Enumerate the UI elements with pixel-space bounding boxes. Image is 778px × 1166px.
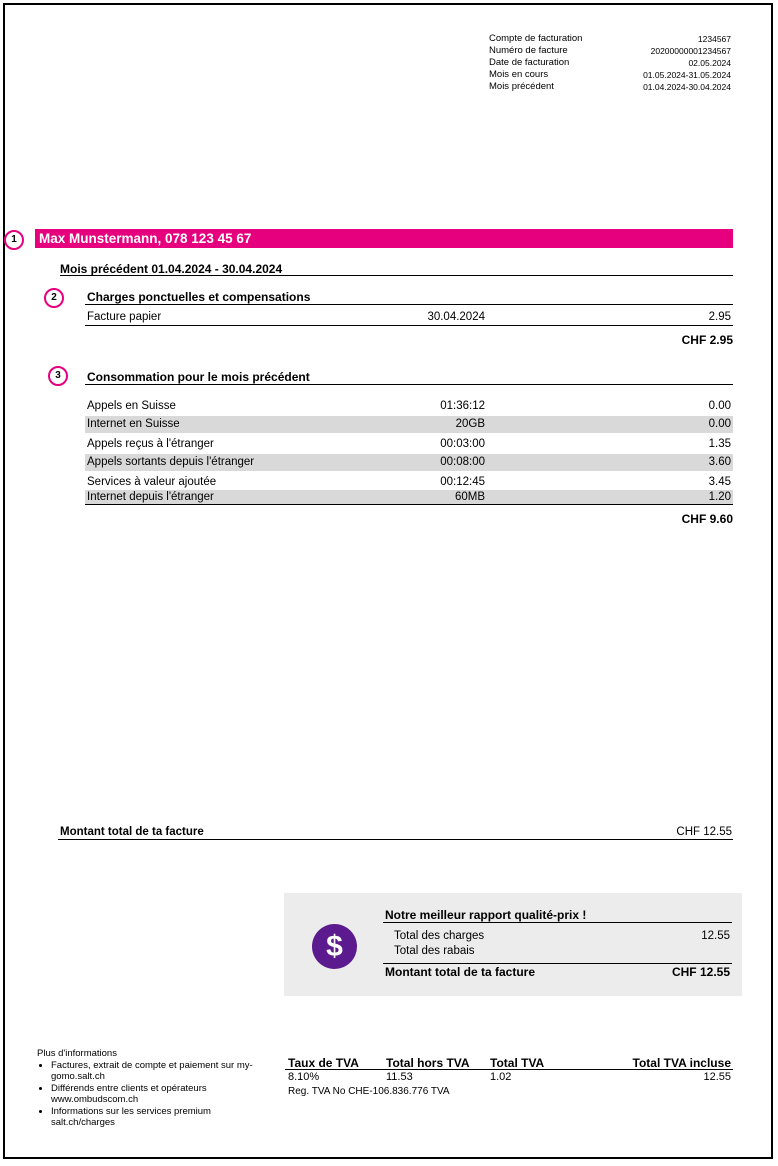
row-amount: 3.60: [708, 456, 731, 468]
oneoff-subtotal: CHF 2.95: [681, 333, 733, 347]
row-amount: 0.00: [708, 418, 731, 430]
summary-discounts-label: Total des rabais: [394, 945, 475, 957]
list-item: • Factures, extrait de compte et paiement sur my-gomo.salt.ch: [51, 1060, 257, 1083]
table-row: [85, 309, 733, 326]
header-value: 20200000001234567: [650, 46, 731, 56]
row-detail: 00:12:45: [440, 476, 485, 488]
table-row: [85, 454, 733, 471]
header-label: Mois précédent: [489, 81, 554, 92]
table-row: [85, 416, 733, 433]
row-label: Appels en Suisse: [87, 400, 176, 412]
divider: [85, 384, 733, 385]
vat-header-vat: Total TVA: [490, 1056, 545, 1070]
summary-total-label: Montant total de ta facture: [385, 965, 536, 979]
header-row-invoice-date: [489, 57, 731, 69]
header-value: 01.04.2024-30.04.2024: [643, 82, 731, 92]
usage-title: Consommation pour le mois précédent: [87, 370, 310, 384]
header-label: Numéro de facture: [489, 45, 568, 56]
summary-title: Notre meilleur rapport qualité-prix !: [385, 908, 587, 922]
divider: [85, 504, 733, 505]
row-label: Appels sortants depuis l'étranger: [87, 456, 255, 468]
row-detail: 30.04.2024: [427, 311, 485, 323]
row-amount: 2.95: [708, 311, 731, 323]
dollar-icon: $: [312, 924, 357, 969]
table-row: [85, 474, 733, 491]
header-value: 02.05.2024: [688, 58, 731, 68]
divider: [285, 1069, 733, 1070]
table-row: [85, 436, 733, 453]
header-row-account: [489, 33, 731, 45]
row-amount: 1.20: [708, 491, 731, 503]
divider: [383, 922, 732, 923]
row-label: Appels reçus à l'étranger: [87, 438, 214, 450]
vat-header-rate: Taux de TVA: [288, 1056, 359, 1070]
divider: [85, 325, 733, 326]
vat-header-net: Total hors TVA: [386, 1056, 470, 1070]
row-label: Services à valeur ajoutée: [87, 476, 217, 488]
row-detail: 20GB: [455, 418, 485, 430]
row-label: Facture papier: [87, 311, 162, 323]
divider: [383, 963, 732, 964]
header-row-current-month: [489, 69, 731, 81]
row-detail: 60MB: [454, 491, 485, 503]
vat-value-vat: 1.02: [490, 1071, 512, 1083]
divider: [60, 275, 733, 276]
list-item: • Informations sur les services premium salt.ch/charges: [51, 1106, 257, 1129]
vat-value-gross: 12.55: [703, 1071, 731, 1083]
header-row-previous-month: [489, 81, 731, 93]
period-title: Mois précédent 01.04.2024 - 30.04.2024: [60, 262, 283, 276]
divider: [58, 839, 733, 840]
more-info: [37, 1048, 257, 1129]
row-amount: 3.45: [708, 476, 731, 488]
divider: [85, 304, 733, 305]
usage-subtotal: CHF 9.60: [681, 512, 733, 526]
header-label: Compte de facturation: [489, 33, 583, 44]
more-info-list: [37, 1060, 257, 1129]
vat-value-net: 11.53: [386, 1071, 413, 1083]
row-detail: 00:03:00: [440, 438, 485, 450]
summary-charges-value: 12.55: [701, 930, 730, 942]
header-row-invoice-number: [489, 45, 731, 57]
customer-bar: [35, 229, 733, 248]
row-amount: 0.00: [708, 400, 731, 412]
customer-line: Max Munstermann, 078 123 45 67: [39, 231, 252, 246]
header-value: 1234567: [697, 34, 731, 44]
marker-3: 3: [48, 366, 68, 386]
list-item: • Différends entre clients et opérateurs www.ombudscom.ch: [51, 1083, 257, 1106]
row-label: Internet depuis l'étranger: [87, 491, 214, 503]
row-label: Internet en Suisse: [87, 418, 180, 430]
vat-registration: Reg. TVA No CHE-106.836.776 TVA: [288, 1086, 450, 1097]
marker-1: 1: [4, 230, 24, 250]
table-row: [85, 490, 733, 504]
header-label: Mois en cours: [489, 69, 549, 80]
row-detail: 00:08:00: [440, 456, 485, 468]
summary-charges-label: Total des charges: [394, 930, 485, 942]
table-row: [85, 398, 733, 415]
header-value: 01.05.2024-31.05.2024: [643, 70, 731, 80]
total-value: CHF 12.55: [676, 826, 732, 838]
vat-value-rate: 8.10%: [288, 1071, 320, 1083]
marker-2: 2: [44, 288, 64, 308]
vat-header-gross: Total TVA incluse: [632, 1056, 731, 1070]
summary-box: [284, 893, 742, 996]
more-info-title: Plus d'informations: [37, 1048, 117, 1059]
header-label: Date de facturation: [489, 57, 570, 68]
row-detail: 01:36:12: [440, 400, 485, 412]
total-label: Montant total de ta facture: [60, 826, 204, 838]
oneoff-title: Charges ponctuelles et compensations: [87, 290, 311, 304]
row-amount: 1.35: [708, 438, 731, 450]
summary-total-value: CHF 12.55: [671, 965, 730, 979]
